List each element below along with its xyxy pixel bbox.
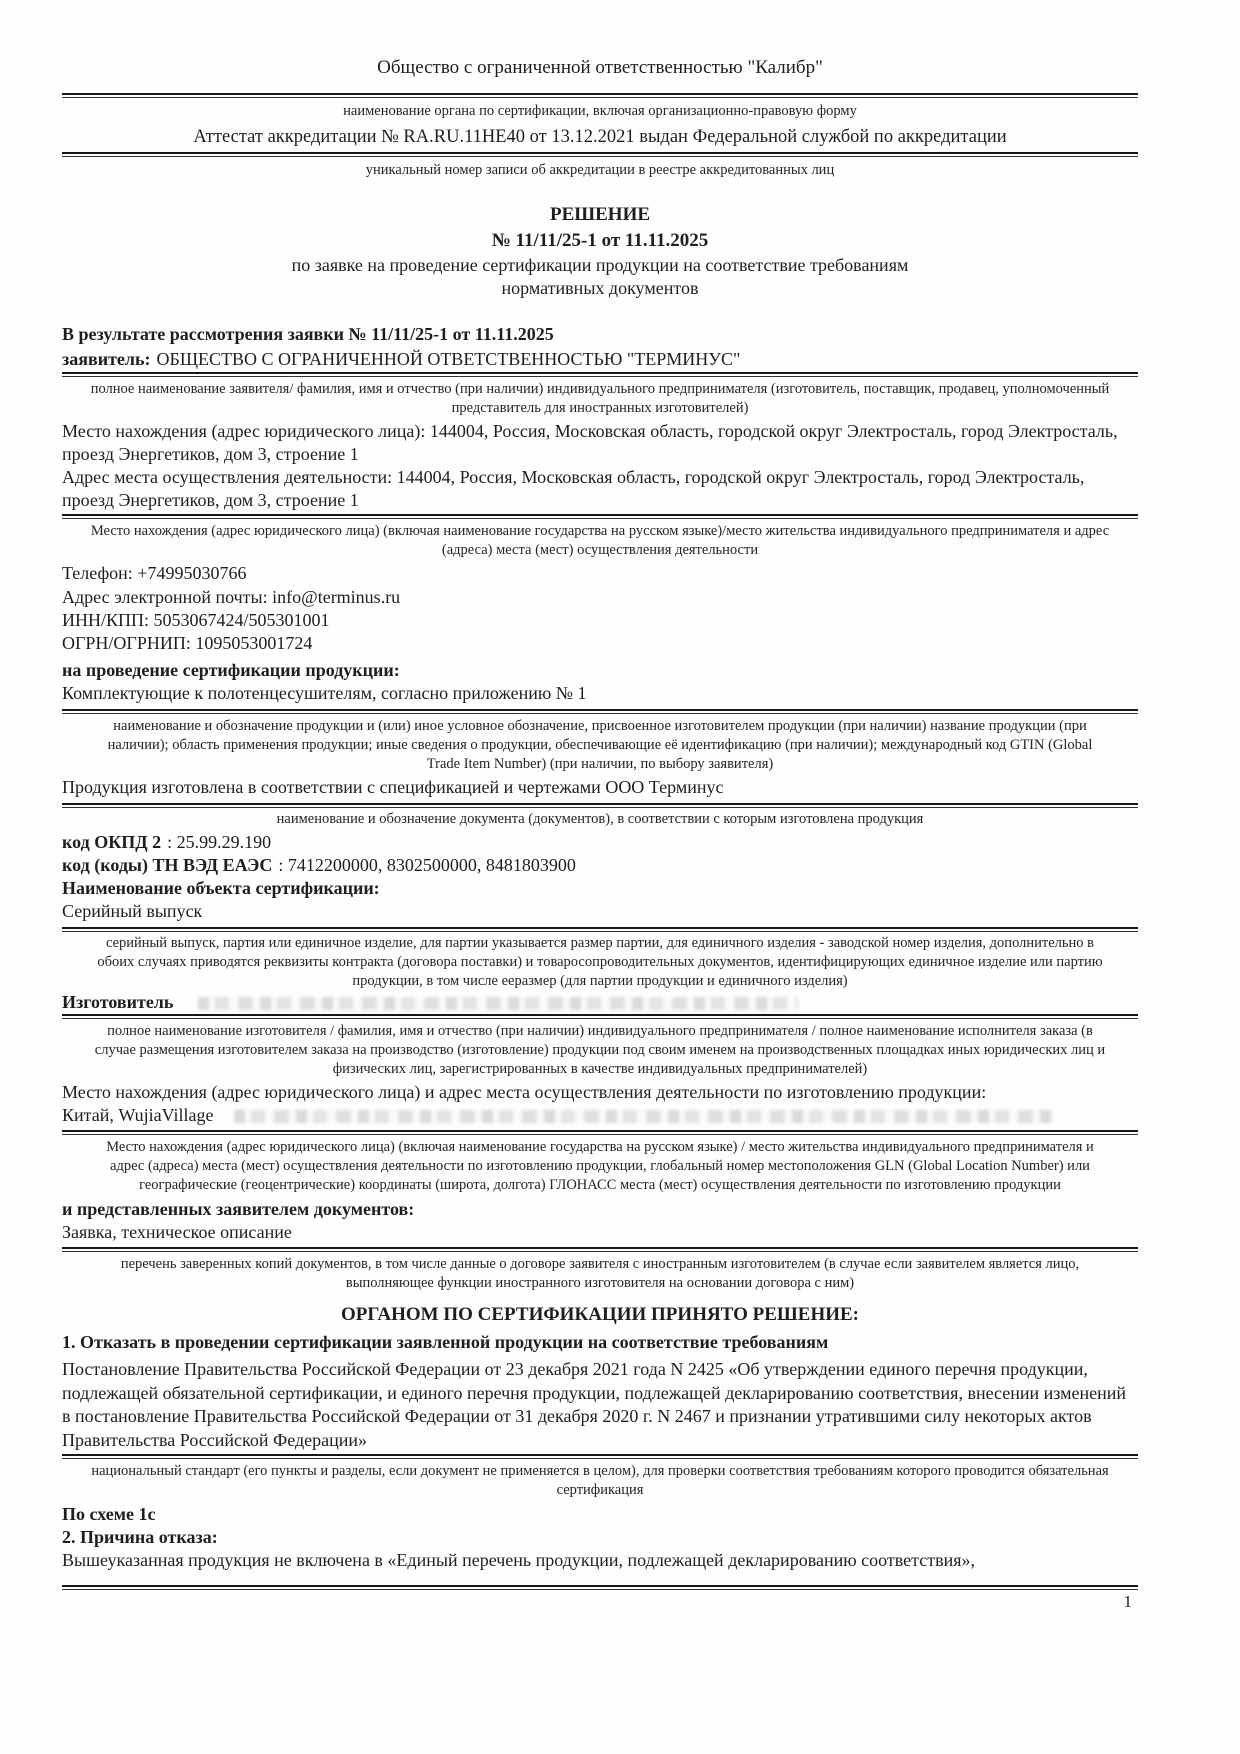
section-divider: [62, 1130, 1138, 1135]
resolution-heading: ОРГАНОМ ПО СЕРТИФИКАЦИИ ПРИНЯТО РЕШЕНИЕ:: [340, 1304, 860, 1325]
documents-value: Заявка, техническое описание: [62, 1222, 292, 1242]
certification-object-value: Серийный выпуск: [62, 901, 203, 921]
applicant-caption: полное наименование заявителя/ фамилия, имя и отчество (при наличии) индивидуального предпринимателя (изготовитель, поставщик, продавец, уполномоченный представитель для иностранных изготовителей): [90, 381, 1110, 416]
accreditation-caption: уникальный номер записи об аккредитации в реестре аккредитованных лиц: [365, 162, 835, 178]
documents-caption: перечень заверенных копий документов, в том числе данные о договоре заявителя с иностранным изготовителем (в случае если заявителем является лицо, выполняющее функции иностранного изготовителя на основании договора с ним): [120, 1256, 1080, 1291]
product-name: Комплектующие к полотенцесушителям, согласно приложению № 1: [62, 683, 587, 703]
applicant-label: заявитель:: [62, 349, 151, 369]
document-content: [62, 0, 1138, 1613]
resolution-item1-title: 1. Отказать в проведении сертификации заявленной продукции на соответствие требованиям: [62, 1332, 829, 1352]
section-divider: [62, 152, 1138, 157]
resolution-item1-text: Постановление Правительства Российской Федерации от 23 декабря 2021 года N 2425 «Об утверждении единого перечня продукции, подлежащей обязательной сертификации, и единого перечня продукции, подлежащей декларированию соответствия, внесении изменений в постановление Правительства Российской Федерации от 31 декабря 2020 г. N 2467 и признании утратившими силу некоторых актов Правительства Российской Федерации»: [62, 1359, 1127, 1450]
document-subtitle-2: нормативных документов: [501, 278, 699, 298]
applicant-legal-address: Место нахождения (адрес юридического лица): 144004, Россия, Московская область, городской округ Электросталь, город Электросталь, проезд Энергетиков, дом 3, строение 1: [62, 421, 1118, 464]
product-spec-line: Продукция изготовлена в соответствии с спецификацией и чертежами ООО Терминус: [62, 777, 724, 797]
manufacturer-address-line2-row: [62, 1104, 1138, 1127]
section-divider: [62, 1454, 1138, 1459]
section-divider: [62, 927, 1138, 932]
product-spec-caption: наименование и обозначение документа (документов), в соответствии с которым изготовлена продукция: [276, 811, 924, 827]
tnved-value: : 7412200000, 8302500000, 8481803900: [278, 855, 576, 875]
certification-object-caption: серийный выпуск, партия или единичное изделие, для партии указывается размер партии, для единичного изделия - заводской номер изделия, дополнительно в обоих случаях приводятся реквизиты контракта (договора поставки) и товаросопроводительных документов, идентифицирующих единичное изделие или партию продукции, в том числе ееразмер (для партии продукции и единичного изделия): [97, 935, 1103, 989]
applicant-email: Адрес электронной почты: info@terminus.ru: [62, 587, 401, 607]
manufacturer-address-line2: Китай, WujiaVillage: [62, 1105, 214, 1125]
review-result-line: В результате рассмотрения заявки № 11/11/25-1 от 11.11.2025: [62, 324, 554, 344]
applicant-phone: Телефон: +74995030766: [62, 563, 247, 583]
okpd-line: [62, 831, 1138, 854]
standard-caption: национальный стандарт (его пункты и разделы, если документ не применяется в целом), для проверки соответствия требованиям которого проводится обязательная сертификация: [91, 1463, 1109, 1498]
manufacturer-address-line1: Место нахождения (адрес юридического лица) и адрес места осуществления деятельности по изготовлению продукции:: [62, 1082, 987, 1102]
section-divider: [62, 803, 1138, 808]
manufacturer-label: Изготовитель: [62, 992, 174, 1012]
section-divider: [62, 372, 1138, 377]
applicant-line: [62, 348, 1138, 371]
document-subtitle-1: по заявке на проведение сертификации продукции на соответствие требованиям: [291, 255, 909, 275]
product-section-label: на проведение сертификации продукции:: [62, 660, 400, 680]
section-divider: [62, 93, 1138, 98]
scan-bleed-artifact: [234, 1110, 1054, 1123]
document-number: № 11/11/25-1 от 11.11.2025: [491, 230, 709, 251]
applicant-inn-kpp: ИНН/КПП: 5053067424/505301001: [62, 610, 330, 630]
tnved-label: код (коды) ТН ВЭД ЕАЭС: [62, 855, 273, 875]
section-divider: [62, 709, 1138, 714]
applicant-ogrn: ОГРН/ОГРНИП: 1095053001724: [62, 633, 313, 653]
scheme-line: По схеме 1с: [62, 1504, 156, 1524]
product-name-caption: наименование и обозначение продукции и (или) иное условное обозначение, присвоенное изготовителем продукции (при наличии) название продукции (при наличии); область применения продукции; иные сведения о продукции, обеспечивающие её идентификацию (при наличии); международный код GTIN (Global Trade Item Number) (при наличии, по выбору заявителя): [107, 718, 1093, 772]
documents-label: и представленных заявителем документов:: [62, 1199, 415, 1219]
manufacturer-address-caption: Место нахождения (адрес юридического лица) (включая наименование государства на русском языке) / место жительства индивидуального предпринимателя и адрес (адреса) места (мест) осуществления деятельности по изготовлению продукции, глобальный номер местоположения GLN (Global Location Number) или географические (геоцентрические) координаты (широта, долгота) ГЛОНАСС места (мест) осуществления деятельности по изготовлению продукции: [106, 1139, 1094, 1193]
page-number: 1: [1123, 1592, 1132, 1611]
applicant-value: ОБЩЕСТВО С ОГРАНИЧЕННОЙ ОТВЕТСТВЕННОСТЬЮ "ТЕРМИНУС": [156, 349, 741, 369]
section-divider: [62, 514, 1138, 519]
applicant-activity-address: Адрес места осуществления деятельности: 144004, Россия, Московская область, городской округ Электросталь, город Электросталь, проезд Энергетиков, дом 3, строение 1: [62, 467, 1085, 510]
certification-object-label: Наименование объекта сертификации:: [62, 878, 380, 898]
resolution-item2-title: 2. Причина отказа:: [62, 1527, 218, 1547]
section-divider: [62, 1247, 1138, 1252]
tnved-line: [62, 854, 1138, 877]
address-caption: Место нахождения (адрес юридического лица) (включая наименование государства на русском языке)/место жительства индивидуального предпринимателя и адрес (адреса) места (мест) осуществления деятельности: [90, 523, 1110, 558]
scan-bleed-artifact: [198, 997, 798, 1010]
okpd-value: : 25.99.29.190: [167, 832, 272, 852]
okpd-label: код ОКПД 2: [62, 832, 162, 852]
footer-divider: [62, 1585, 1138, 1590]
section-divider: [62, 1014, 1138, 1019]
manufacturer-caption: полное наименование изготовителя / фамилия, имя и отчество (при наличии) индивидуального предпринимателя / полное наименование исполнителя заказа (в случае размещения изготовителем заказа на производство (изготовление) продукции под своим именем на производственных площадках иных юридических лиц и физических лиц, зарегистрированных в качестве индивидуальных предпринимателей): [94, 1023, 1106, 1077]
resolution-item2-text: Вышеуказанная продукция не включена в «Единый перечень продукции, подлежащей декларированию соответствия»,: [62, 1550, 976, 1570]
certification-body-name: Общество с ограниченной ответственностью "Калибр": [377, 57, 823, 78]
document-title: РЕШЕНИЕ: [549, 204, 651, 225]
manufacturer-line: [62, 991, 1138, 1014]
accreditation-line: Аттестат аккредитации № RA.RU.11НЕ40 от 13.12.2021 выдан Федеральной службой по аккредитации: [193, 127, 1007, 147]
certification-body-caption: наименование органа по сертификации, включая организационно-правовую форму: [343, 103, 857, 119]
